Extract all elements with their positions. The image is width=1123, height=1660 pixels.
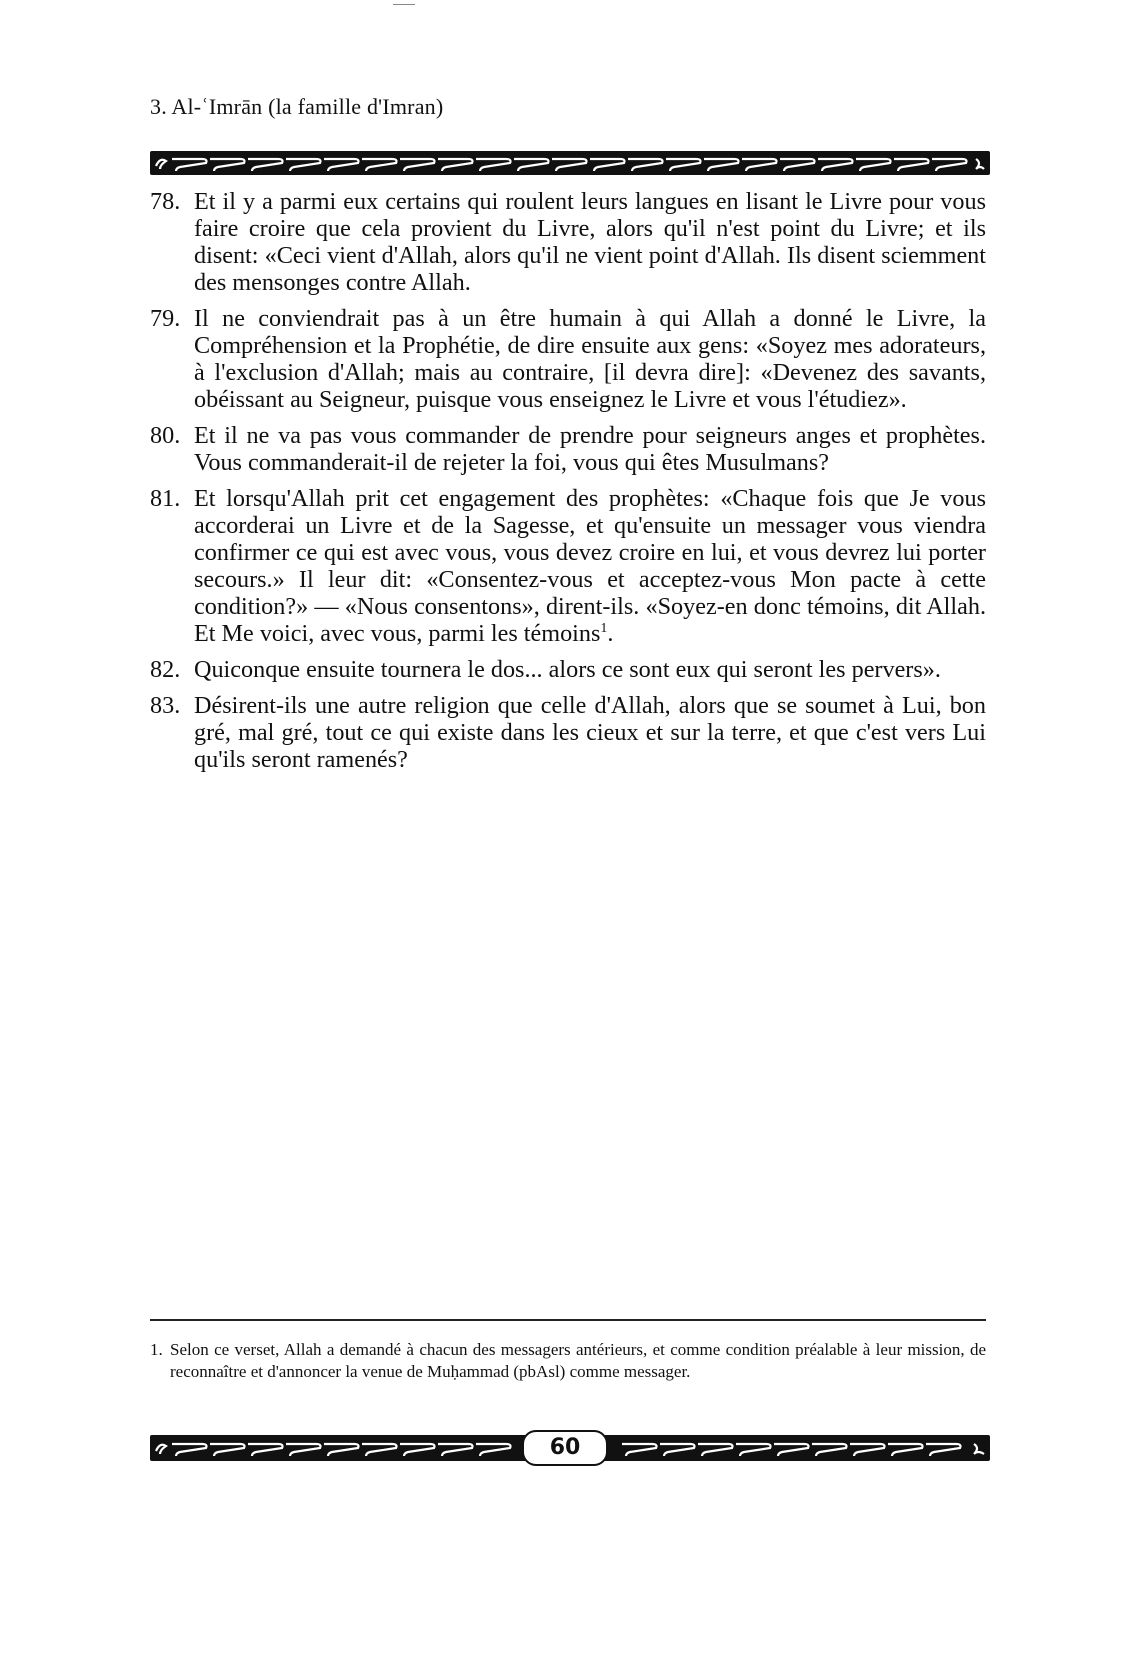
verse-number: 80. xyxy=(150,422,181,449)
verse-81 xyxy=(150,485,986,647)
verse-79 xyxy=(150,305,986,413)
verse-text-body: Et lorsqu'Allah prit cet engagement des prophètes: «Chaque fois que Je vous accorderai un Livre et de la Sagesse, et qu'ensuite un messager vous viendra confirmer ce qui est avec vous, vous devez croire en lui, et vous devrez lui porter secours.» Il leur dit: «Consentez-vous et acceptez-vous Mon pacte à cette condition?» — «Nous consentons», dirent-ils. «Soyez-en donc témoins, dit Allah. Et Me voici, avec vous, parmi les témoins xyxy=(194,485,986,647)
verse-78 xyxy=(150,188,986,296)
verse-82 xyxy=(150,656,986,683)
verse-text-end: . xyxy=(607,620,614,647)
running-title: 3. Al-ʿImrān (la famille d'Imran) xyxy=(150,94,444,119)
footnote-reference[interactable]: 1 xyxy=(600,620,608,636)
scan-mark xyxy=(393,4,415,5)
verse-text: Et il y a parmi eux certains qui roulent leurs langues en lisant le Livre pour vous faire croire que cela provient du Livre, alors qu'il n'est point du Livre; et ils disent: «Ceci vient d'Allah, alors qu'il ne vient point d'Allah. Ils disent sciemment des mensonges contre Allah. xyxy=(194,188,986,296)
footnote-number: 1. xyxy=(150,1340,163,1359)
verse-text: Il ne conviendrait pas à un être humain à qui Allah a donné le Livre, la Compréhension et la Prophétie, de dire ensuite aux gens: «Soyez mes adorateurs, à l'exclusion d'Allah; mais au contraire, [il devra dire]: «Devenez des savants, obéissant au Seigneur, puisque vous enseignez le Livre et vous l'étudiez». xyxy=(194,305,986,413)
verse-number: 78. xyxy=(150,188,181,215)
verse-number: 82. xyxy=(150,656,181,683)
verse-83 xyxy=(150,692,986,773)
footnote-divider xyxy=(150,1319,986,1321)
verse-number: 79. xyxy=(150,305,181,332)
verse-text: Et il ne va pas vous commander de prendre pour seigneurs anges et prophètes. Vous commanderait-il de rejeter la foi, vous qui êtes Musulmans? xyxy=(194,422,986,476)
verse-list xyxy=(150,188,986,782)
verse-80 xyxy=(150,422,986,476)
verse-text: Quiconque ensuite tournera le dos... alors ce sont eux qui seront les pervers». xyxy=(194,656,941,683)
page-number: 60 xyxy=(522,1430,608,1466)
verse-text: Désirent-ils une autre religion que celle d'Allah, alors que se soumet à Lui, bon gré, mal gré, tout ce qui existe dans les cieux et sur la terre, et que c'est vers Lui qu'ils seront ramenés? xyxy=(194,692,986,773)
footnote xyxy=(150,1339,986,1383)
decorative-border-top xyxy=(150,151,990,175)
verse-number: 83. xyxy=(150,692,181,719)
verse-text xyxy=(194,485,986,647)
footnote-text: Selon ce verset, Allah a demandé à chacun des messagers antérieurs, et comme condition préalable à leur mission, de reconnaître et d'annoncer la venue de Muḥammad (pbAsl) comme messager. xyxy=(170,1340,986,1381)
verse-number: 81. xyxy=(150,485,181,512)
